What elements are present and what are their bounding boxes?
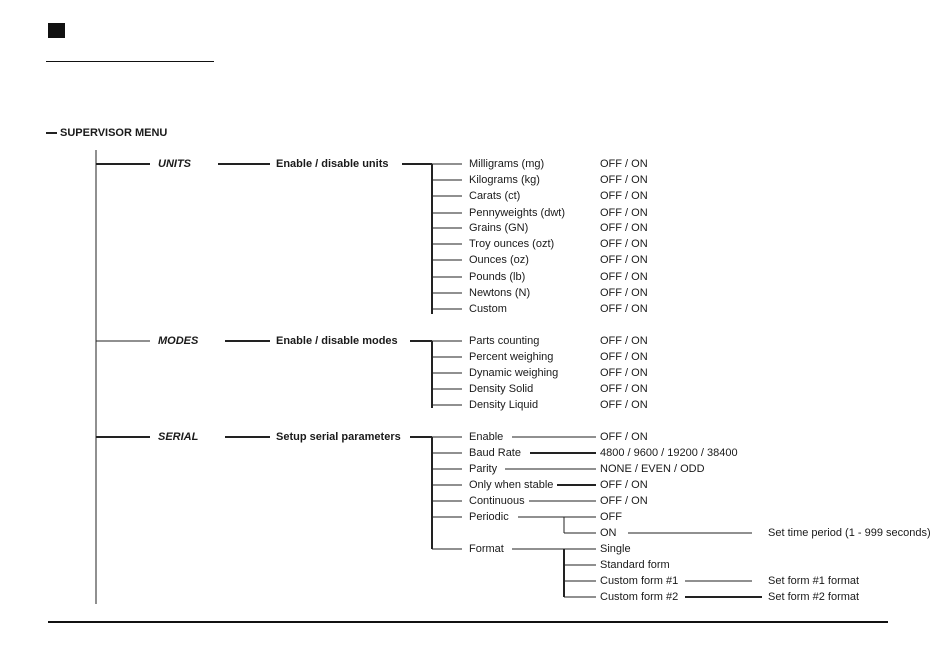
unit-value: OFF / ON xyxy=(600,207,648,219)
periodic-on: ON xyxy=(600,527,617,539)
unit-value: OFF / ON xyxy=(600,271,648,283)
mode-value: OFF / ON xyxy=(600,399,648,411)
format-custom2-detail: Set form #2 format xyxy=(768,591,860,603)
unit-item: Troy ounces (ozt) xyxy=(469,238,555,250)
mode-item: Density Liquid xyxy=(469,399,539,411)
serial-value: OFF / ON xyxy=(600,479,648,491)
serial-item-periodic: Periodic xyxy=(469,511,509,523)
mode-item: Density Solid xyxy=(469,383,534,395)
unit-item: Custom xyxy=(469,303,507,315)
format-single: Single xyxy=(600,543,631,555)
unit-item: Pounds (lb) xyxy=(469,271,526,283)
format-standard: Standard form xyxy=(600,559,670,571)
mode-item: Dynamic weighing xyxy=(469,367,559,379)
format-custom1: Custom form #1 xyxy=(600,575,679,587)
unit-value: OFF / ON xyxy=(600,190,648,202)
unit-value: OFF / ON xyxy=(600,174,648,186)
periodic-on-detail: Set time period (1 - 999 seconds) xyxy=(768,527,931,539)
periodic-off: OFF xyxy=(600,511,622,523)
serial-item: Continuous xyxy=(469,495,525,507)
unit-item: Newtons (N) xyxy=(469,287,531,299)
unit-value: OFF / ON xyxy=(600,238,648,250)
mode-value: OFF / ON xyxy=(600,367,648,379)
unit-item: Pennyweights (dwt) xyxy=(469,207,565,219)
format-custom2: Custom form #2 xyxy=(600,591,679,603)
serial-value: OFF / ON xyxy=(600,495,648,507)
modes-action: Enable / disable modes xyxy=(276,335,398,347)
mode-item: Percent weighing xyxy=(469,351,554,363)
unit-value: OFF / ON xyxy=(600,254,648,266)
unit-item: Kilograms (kg) xyxy=(469,174,540,186)
serial-value: OFF / ON xyxy=(600,431,648,443)
unit-value: OFF / ON xyxy=(600,287,648,299)
menu-title: SUPERVISOR MENU xyxy=(60,127,168,139)
mode-item: Parts counting xyxy=(469,335,540,347)
mode-value: OFF / ON xyxy=(600,383,648,395)
unit-value: OFF / ON xyxy=(600,158,648,170)
serial-item: Baud Rate xyxy=(469,447,521,459)
serial-item: Enable xyxy=(469,431,504,443)
mode-value: OFF / ON xyxy=(600,351,648,363)
unit-item: Grains (GN) xyxy=(469,222,529,234)
modes-label: MODES xyxy=(158,335,199,347)
serial-item-format: Format xyxy=(469,543,504,555)
serial-action: Setup serial parameters xyxy=(276,431,401,443)
units-label: UNITS xyxy=(158,158,191,170)
serial-item: Only when stable xyxy=(469,479,554,491)
unit-value: OFF / ON xyxy=(600,303,648,315)
unit-item: Carats (ct) xyxy=(469,190,521,202)
unit-item: Milligrams (mg) xyxy=(469,158,545,170)
serial-value: NONE / EVEN / ODD xyxy=(600,463,705,475)
units-action: Enable / disable units xyxy=(276,158,389,170)
footer-rule xyxy=(48,621,888,623)
serial-item: Parity xyxy=(469,463,498,475)
format-custom1-detail: Set form #1 format xyxy=(768,575,860,587)
unit-item: Ounces (oz) xyxy=(469,254,529,266)
serial-label: SERIAL xyxy=(158,431,199,443)
unit-value: OFF / ON xyxy=(600,222,648,234)
serial-value: 4800 / 9600 / 19200 / 38400 xyxy=(600,447,738,459)
mode-value: OFF / ON xyxy=(600,335,648,347)
